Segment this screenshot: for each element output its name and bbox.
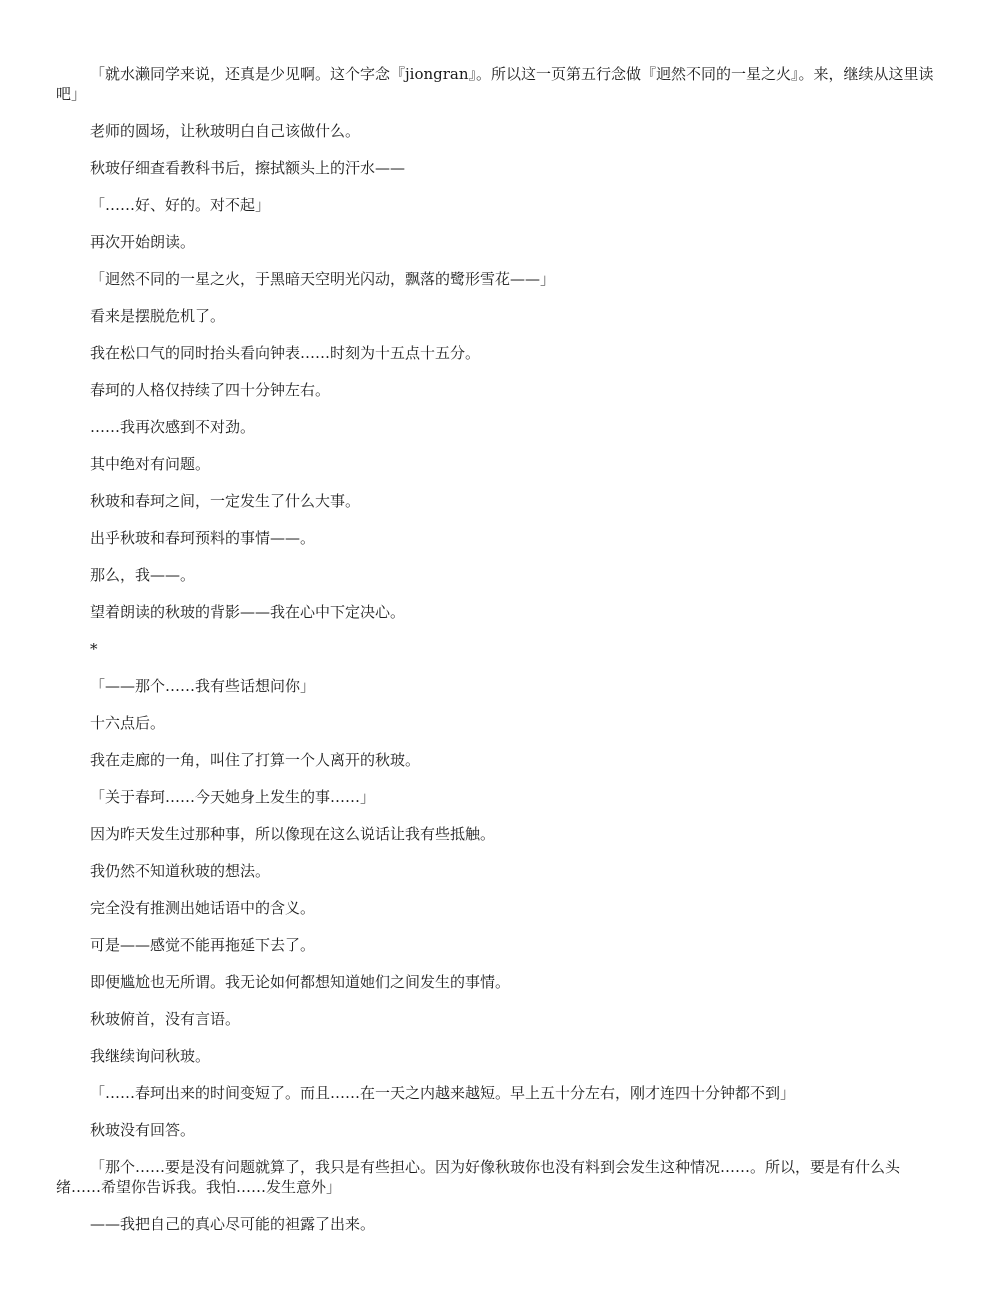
paragraph: 「……好、好的。对不起」	[90, 196, 271, 214]
paragraph: 我在松口气的同时抬头看向钟表……时刻为十五点十五分。	[90, 344, 481, 362]
paragraph: 老师的圆场，让秋玻明白自己该做什么。	[90, 122, 361, 140]
paragraph: 完全没有推测出她话语中的含义。	[90, 899, 316, 917]
paragraph: 因为昨天发生过那种事，所以像现在这么说话让我有些抵触。	[90, 825, 496, 843]
paragraph: 我仍然不知道秋玻的想法。	[90, 862, 271, 880]
paragraph: 「……春珂出来的时间变短了。而且……在一天之内越来越短。早上五十分左右，刚才连四十分钟都不到」	[90, 1084, 796, 1102]
paragraph: 我继续询问秋玻。	[90, 1047, 211, 1065]
paragraph: 「那个……要是没有问题就算了，我只是有些担心。因为好像秋玻你也没有料到会发生这种情况……。所以，要是有什么头绪……希望你告诉我。我怕……发生意外」	[56, 1158, 901, 1196]
document-page	[56, 64, 942, 1251]
paragraph: ……我再次感到不对劲。	[90, 418, 256, 436]
paragraph: 秋玻仔细查看教科书后，擦拭额头上的汗水——	[90, 159, 406, 177]
paragraph: 「就水濑同学来说，还真是少见啊。这个字念『jiongran』。所以这一页第五行念做『迥然不同的一星之火』。来，继续从这里读吧」	[56, 65, 934, 103]
paragraph: ——我把自己的真心尽可能的袒露了出来。	[90, 1215, 376, 1233]
paragraph: 「迥然不同的一星之火，于黑暗天空明光闪动，飘落的鹭形雪花——」	[90, 270, 556, 288]
paragraph: 出乎秋玻和春珂预料的事情——。	[90, 529, 316, 547]
paragraph: 我在走廊的一角，叫住了打算一个人离开的秋玻。	[90, 751, 421, 769]
paragraph: 十六点后。	[90, 714, 166, 732]
section-break: *	[90, 640, 98, 658]
paragraph: 再次开始朗读。	[90, 233, 196, 251]
paragraph: 秋玻俯首，没有言语。	[90, 1010, 241, 1028]
paragraph: 可是——感觉不能再拖延下去了。	[90, 936, 316, 954]
paragraph: 那么，我——。	[90, 566, 196, 584]
paragraph: 「——那个……我有些话想问你」	[90, 677, 316, 695]
paragraph: 看来是摆脱危机了。	[90, 307, 226, 325]
paragraph: 即便尴尬也无所谓。我无论如何都想知道她们之间发生的事情。	[90, 973, 511, 991]
paragraph: 春珂的人格仅持续了四十分钟左右。	[90, 381, 331, 399]
paragraph: 秋玻和春珂之间，一定发生了什么大事。	[90, 492, 361, 510]
paragraph: 「关于春珂……今天她身上发生的事……」	[90, 788, 376, 806]
paragraph: 望着朗读的秋玻的背影——我在心中下定决心。	[90, 603, 406, 621]
paragraph: 秋玻没有回答。	[90, 1121, 196, 1139]
paragraph: 其中绝对有问题。	[90, 455, 211, 473]
